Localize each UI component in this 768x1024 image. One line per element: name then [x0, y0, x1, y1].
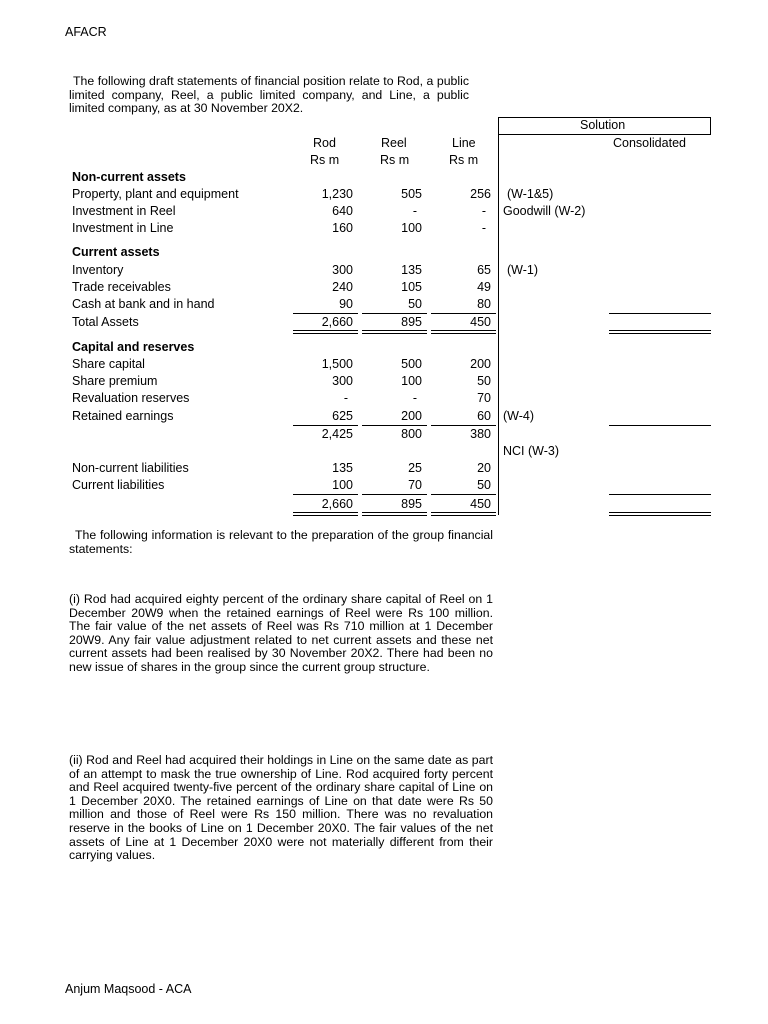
- total-double-rule: [431, 330, 496, 334]
- solution-column-header: Consolidated: [613, 136, 686, 150]
- line-value: 256: [470, 187, 491, 201]
- row-label: Retained earnings: [72, 409, 174, 423]
- total-double-rule: [362, 330, 427, 334]
- rod-value: 640: [332, 204, 353, 218]
- row-label: Property, plant and equipment: [72, 187, 239, 201]
- rod-value: 1,230: [321, 187, 353, 201]
- column-header-rod: Rod: [313, 136, 336, 150]
- section-heading: Current assets: [72, 245, 160, 259]
- reel-value: 25: [408, 461, 422, 475]
- working-note: Goodwill (W-2): [503, 204, 586, 218]
- rod-value: 100: [332, 478, 353, 492]
- subtotal-rule: [293, 313, 358, 314]
- row-label: Current liabilities: [72, 478, 165, 492]
- reel-value: 200: [401, 409, 422, 423]
- row-label: Non-current liabilities: [72, 461, 189, 475]
- row-label: Total Assets: [72, 315, 139, 329]
- intro-paragraph: The following draft statements of financial position relate to Rod, a public limited company, Reel, a public limited company, and Line, a public limited company, as at 30 November 20X2.: [69, 74, 469, 116]
- rod-value: 240: [332, 280, 353, 294]
- line-value: 70: [477, 391, 491, 405]
- total-double-rule: [362, 512, 427, 516]
- reel-value: 105: [401, 280, 422, 294]
- line-value: 50: [477, 374, 491, 388]
- total-double-rule: [431, 512, 496, 516]
- line-value: 20: [477, 461, 491, 475]
- reel-value: 500: [401, 357, 422, 371]
- reel-value: 895: [401, 497, 422, 511]
- info-intro-paragraph: The following information is relevant to the preparation of the group financial statements:: [69, 528, 493, 556]
- rod-value: 2,660: [321, 497, 353, 511]
- reel-value: 505: [401, 187, 422, 201]
- reel-value: 70: [408, 478, 422, 492]
- rod-value: 300: [332, 263, 353, 277]
- rod-value: 90: [339, 297, 353, 311]
- solution-subtotal-rule: [609, 425, 711, 426]
- subtotal-rule: [431, 313, 496, 314]
- page-footer: Anjum Maqsood - ACA: [65, 982, 192, 996]
- line-value: 380: [470, 427, 491, 441]
- working-note: (W-4): [503, 409, 535, 423]
- line-value: 50: [477, 478, 491, 492]
- column-unit-rod: Rs m: [310, 153, 340, 167]
- subtotal-rule: [431, 425, 496, 426]
- row-label: Share premium: [72, 374, 158, 388]
- solution-subtotal-rule: [609, 313, 711, 314]
- column-unit-line: Rs m: [449, 153, 479, 167]
- total-double-rule: [293, 330, 358, 334]
- reel-value: 50: [408, 297, 422, 311]
- note-i-paragraph: (i) Rod had acquired eighty percent of the ordinary share capital of Reel on 1 December 20W9 when the retained earnings of Reel were Rs 100 million. The fair value of the net assets of Reel was Rs 710 million at 1 December 20W9. Any fair value adjustment related to net current assets and these net current assets had been realised by 30 November 20X2. There had been no new issue of shares in the group since the current group structure.: [69, 592, 493, 674]
- line-value: -: [481, 221, 486, 235]
- subtotal-rule: [362, 313, 427, 314]
- rod-value: 625: [332, 409, 353, 423]
- rod-value: 2,660: [321, 315, 353, 329]
- row-label: Share capital: [72, 357, 145, 371]
- reel-value: 100: [401, 374, 422, 388]
- line-value: 60: [477, 409, 491, 423]
- row-label: Investment in Line: [72, 221, 174, 235]
- note-ii-paragraph: (ii) Rod and Reel had acquired their holdings in Line on the same date as part of an attempt to mask the true ownership of Line. Rod acquired forty percent and Reel acquired twenty-five percent of the ordinary share capital of Line on 1 December 20X0. The retained earnings of Line on that date were Rs 50 million and those of Reel were Rs 150 million. There was no revaluation reserve in the books of Line on 1 December 20X0. The fair values of the net assets of Line at 1 December 20X0 were not materially different from their carrying values.: [69, 753, 493, 863]
- working-note: NCI (W-3): [503, 444, 560, 458]
- subtotal-rule: [293, 494, 358, 495]
- rod-value: 135: [332, 461, 353, 475]
- working-note: (W-1&5): [507, 187, 554, 201]
- solution-total-double-rule: [609, 512, 711, 516]
- line-value: 450: [470, 315, 491, 329]
- column-unit-reel: Rs m: [380, 153, 410, 167]
- section-heading: Capital and reserves: [72, 340, 195, 354]
- column-header-reel: Reel: [381, 136, 407, 150]
- working-note: (W-1): [507, 263, 539, 277]
- page-header: AFACR: [65, 25, 107, 39]
- reel-value: 800: [401, 427, 422, 441]
- solution-subtotal-rule: [609, 494, 711, 495]
- line-value: 200: [470, 357, 491, 371]
- subtotal-rule: [293, 425, 358, 426]
- line-value: 450: [470, 497, 491, 511]
- reel-value: 100: [401, 221, 422, 235]
- line-value: 49: [477, 280, 491, 294]
- line-value: 80: [477, 297, 491, 311]
- subtotal-rule: [431, 494, 496, 495]
- subtotal-rule: [362, 425, 427, 426]
- solution-title: Solution: [580, 118, 626, 132]
- solution-divider: [498, 135, 499, 515]
- row-label: Revaluation reserves: [72, 391, 190, 405]
- reel-value: -: [412, 391, 417, 405]
- row-label: Trade receivables: [72, 280, 171, 294]
- line-value: -: [481, 204, 486, 218]
- reel-value: 895: [401, 315, 422, 329]
- rod-value: -: [343, 391, 348, 405]
- section-heading: Non-current assets: [72, 170, 186, 184]
- line-value: 65: [477, 263, 491, 277]
- row-label: Inventory: [72, 263, 124, 277]
- row-label: Investment in Reel: [72, 204, 176, 218]
- column-header-line: Line: [452, 136, 476, 150]
- total-double-rule: [293, 512, 358, 516]
- rod-value: 2,425: [321, 427, 353, 441]
- solution-total-double-rule: [609, 330, 711, 334]
- rod-value: 300: [332, 374, 353, 388]
- rod-value: 160: [332, 221, 353, 235]
- subtotal-rule: [362, 494, 427, 495]
- row-label: Cash at bank and in hand: [72, 297, 215, 311]
- rod-value: 1,500: [321, 357, 353, 371]
- reel-value: 135: [401, 263, 422, 277]
- reel-value: -: [412, 204, 417, 218]
